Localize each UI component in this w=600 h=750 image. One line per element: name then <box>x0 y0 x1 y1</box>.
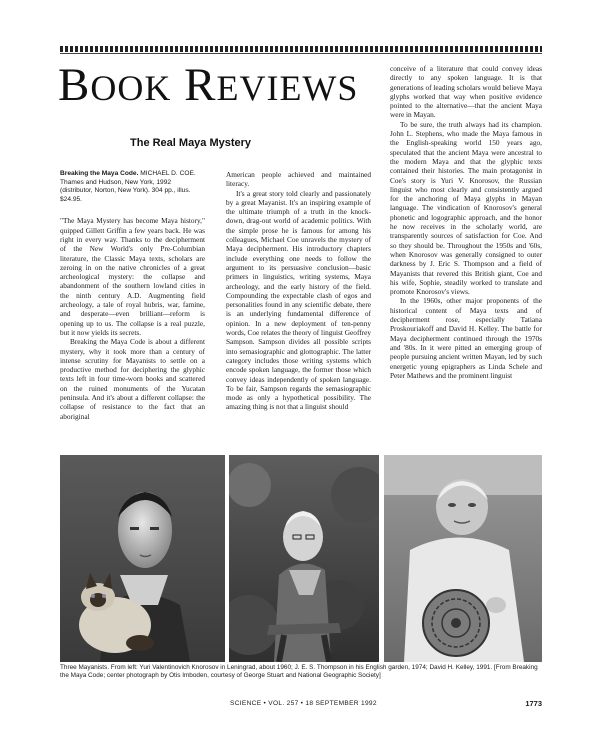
text-column-2 <box>226 170 371 412</box>
body-paragraph: conceive of a literature that could convey ideas directly to any spoken language. It is that generations of leading scholars would believe Maya glyphs worked that way when positive evidence pointed to the alternative—that the ancient Maya were in Mayan. <box>390 64 542 120</box>
body-paragraph: American people achieved and maintained literacy. <box>226 170 371 189</box>
citation-publisher: Thames and Hudson, New York, 1992 (distributor, Norton, New York). 304 pp., illus. $24.95. <box>60 178 191 203</box>
photo-knorosov-with-cat <box>60 455 225 662</box>
citation-author: MICHAEL D. COE. <box>140 170 196 177</box>
review-title: The Real Maya Mystery <box>130 137 252 149</box>
citation-book-title: Breaking the Maya Code. <box>60 170 139 177</box>
kelley-image <box>384 455 542 662</box>
text-column-1 <box>60 170 205 421</box>
body-paragraph: In the 1960s, other major proponents of the historical content of Maya texts and of decipherment rose, especially Tatiana Proskouriakoff and David H. Kelley. The battle for Maya decipherment continued through the 1970s and '80s. In it were pitted an emerging group of people pursuing ancient written Mayan, led by such energetic young epigraphers as Linda Schele and Peter Mathews and the prominent linguist <box>390 296 542 380</box>
page-footer <box>60 700 542 710</box>
portrait-image <box>60 455 225 662</box>
body-paragraph: "The Maya Mystery has become Maya history," quipped Gillett Griffin a few years back. He was right in every way. Thanks to the decipherment of the New World's only Pre-Columbian literature, the Classic Maya texts, scholars are zeroing in on the native chronicles of a great archeological mystery: the collapse and abandonment of the southern lowland cities in the ninth century A.D. Augmenting field archeology, a tale of royal hubris, war, famine, and desperate—even brilliant—reform is opening up to us. The collapse is a real puzzle, but it now yields its secrets. <box>60 216 205 337</box>
garden-image <box>229 455 379 662</box>
photo-kelley-with-artifact <box>384 455 542 662</box>
photo-thompson-in-garden <box>229 455 379 662</box>
body-paragraph: Breaking the Maya Code is about a different mystery, why it took more than a century of intense scrutiny for Mayanists to settle on a productive method for deciphering the glyphic texts left in four time-worn books and scattered on the ruined monuments of the Yucatan peninsula. And it's about a different collapse: the collapse of resistance to the fact that an aboriginal <box>60 337 205 421</box>
figure-caption: Three Mayanists. From left: Yuri Valentinovich Knorosov in Leningrad, about 1960; J. E. S. Thompson in his English garden, 1974; David H. Kelley, 1991. [From Breaking the Maya Code; center photograph by Otis Imboden, courtesy of George Stuart and National Geographic Society] <box>60 664 538 680</box>
text-column-3 <box>390 64 542 380</box>
body-paragraph: It's a great story told clearly and passionately by a great Mayanist. It's an inspiring example of the ultimate triumph of a truth in the knock-down, drag-out world of academic politics. With the simple prose he is famous for among his colleagues, Michael Coe unravels the mystery of Maya decipherment. His introductory chapters include everything one needs to follow the argument to its persuasive conclusion—basic primers in linguistics, writing systems, Maya archeology, and the early history of the field. Compounding the expectable clash of egos and personalities found in any scientific debate, there is an underlying fundamental difference of opinion. In a new deployment of ten-penny words, Coe relates the theory of linguist Geoffrey Sampson. Sampson divides all possible scripts into semasiographic and glottographic. The latter category includes those writing systems which encode spoken language, the former those which convey ideas independently of spoken language. To be fair, Sampson regards the semasiographic mode as only a hypothetical possibility. The amazing thing is not that a linguist should <box>226 188 371 412</box>
decorative-rule <box>60 46 542 52</box>
header-rule <box>60 53 542 54</box>
page-number: 1773 <box>525 699 542 708</box>
journal-info: SCIENCE • VOL. 257 • 18 SEPTEMBER 1992 <box>230 700 377 707</box>
book-citation <box>60 170 205 204</box>
section-headline: BOOK REVIEWS <box>58 59 359 111</box>
body-paragraph: To be sure, the truth always had its champion. John L. Stephens, who made the Maya famous in the English-speaking world 150 years ago, speculated that the ancient Maya were ancestral to the modern Maya and that the glyphic texts contained their histories. The main protagonist in Coe's story is Yuri V. Knorosov, the Russian linguist who most clearly and consistently argued for the anchoring of Maya glyphs in Mayan language. The vindication of Knorosov's general phonetic and logographic approach, and the honor he now receives in the scholarly world, are transparently sources of satisfaction for Coe. And so they should be. Throughout the 1950s and '60s, when Knorosov was generally consigned to outer darkness by J. Eric S. Thompson and a field of Mayanists that revered this British giant, Coe and his wife, Sophie, steadily worked to translate and promote Knorosov's views. <box>390 119 542 297</box>
